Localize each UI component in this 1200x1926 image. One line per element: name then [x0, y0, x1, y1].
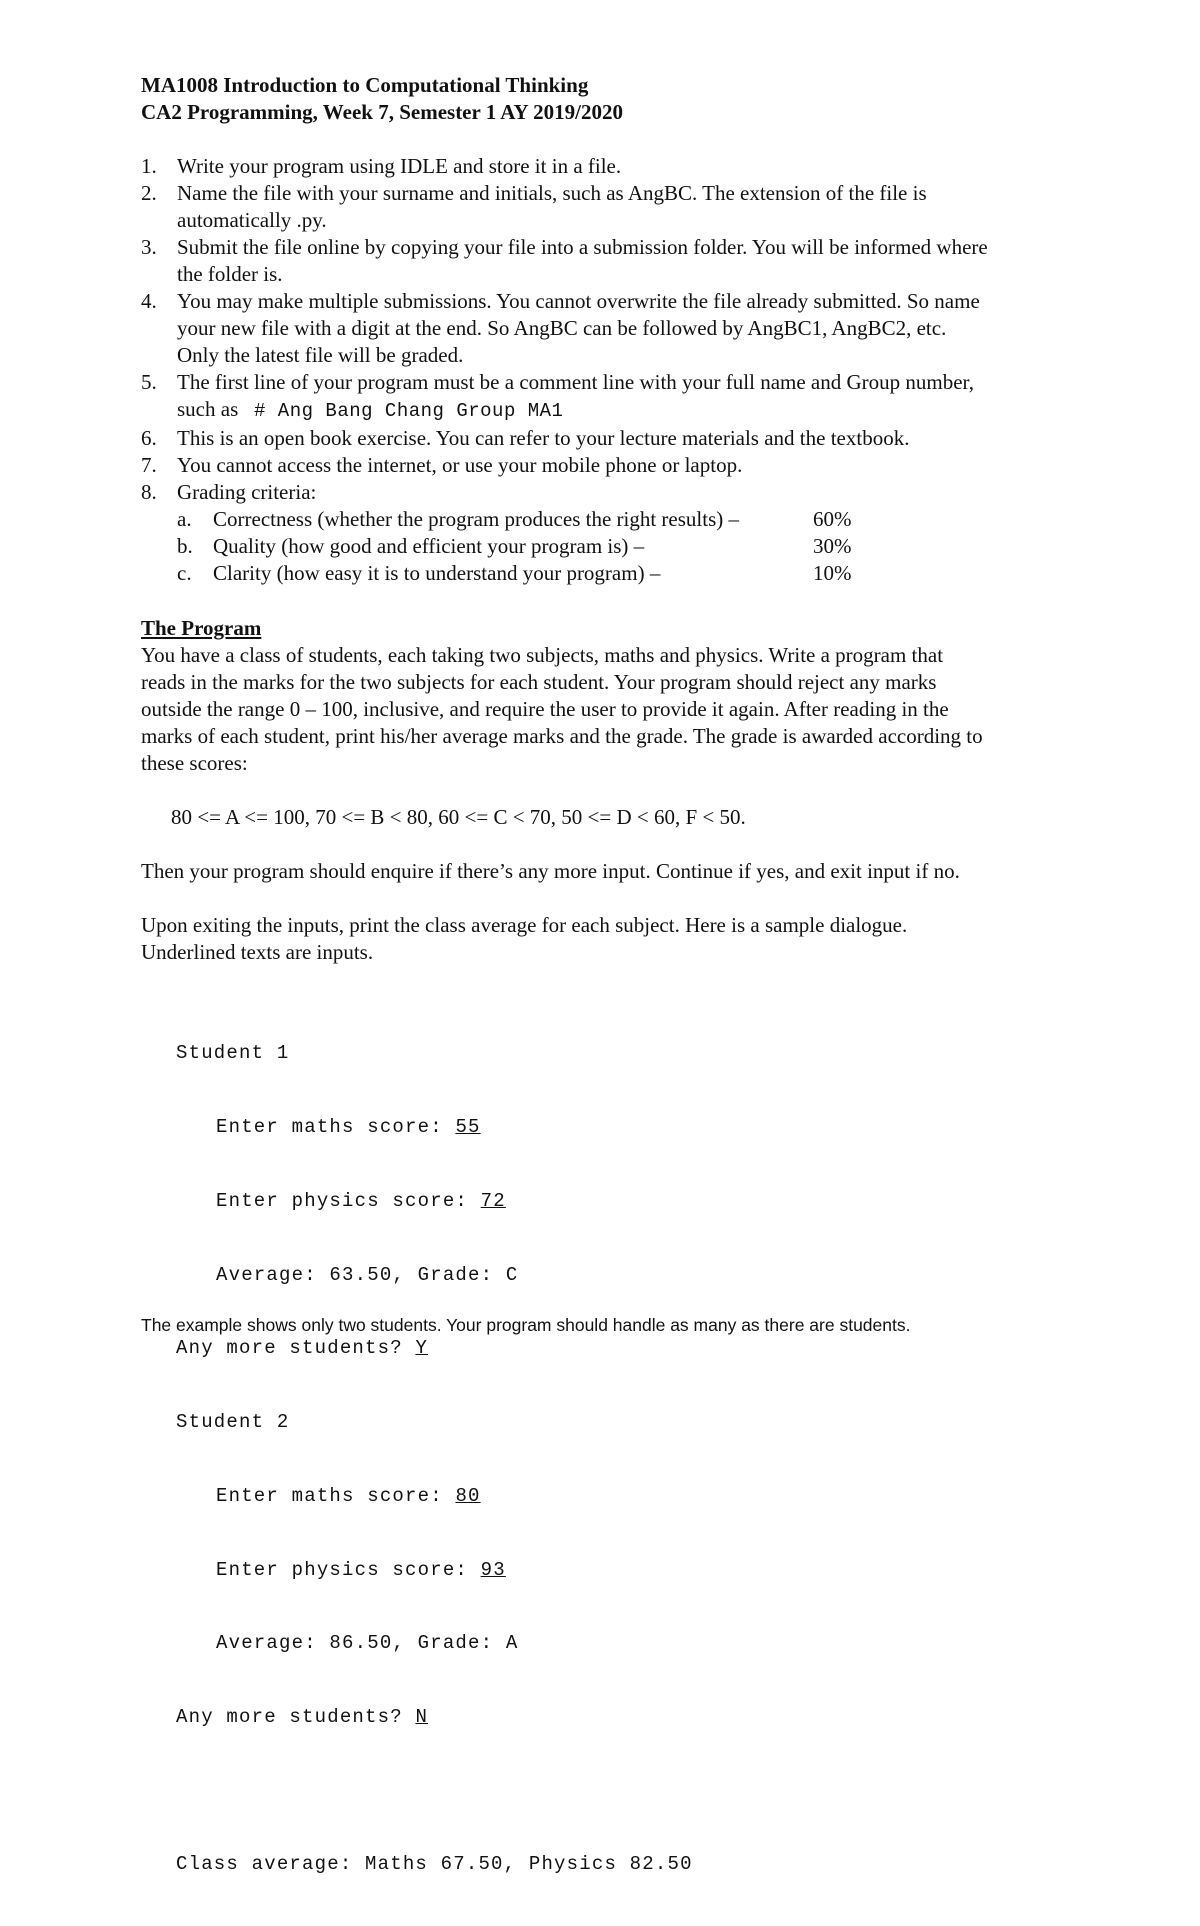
criterion-letter: a. — [177, 507, 192, 531]
instruction-text: automatically .py. — [177, 208, 327, 232]
dialogue-input: 72 — [480, 1189, 506, 1212]
grading-criterion — [177, 506, 1101, 533]
paragraph-line: Upon exiting the inputs, print the class average for each subject. Here is a sample dialogue. — [141, 913, 908, 937]
instruction-text: Only the latest file will be graded. — [177, 343, 464, 367]
dialogue-prompt: Enter maths score: — [216, 1115, 456, 1138]
instruction-item — [141, 425, 1101, 452]
grading-criterion — [177, 560, 1101, 587]
instruction-text: You cannot access the internet, or use your mobile phone or laptop. — [177, 453, 743, 477]
instruction-text: Submit the file online by copying your file into a submission folder. You will be informed where — [177, 235, 988, 259]
document-title: MA1008 Introduction to Computational Thinking — [141, 73, 589, 97]
dialogue-line — [176, 1336, 693, 1361]
instruction-item — [141, 452, 1101, 479]
instruction-number: 7. — [141, 453, 157, 477]
dialogue-input: N — [415, 1706, 429, 1729]
instruction-item — [141, 479, 1101, 587]
dialogue-prompt: Any more students? — [176, 1337, 416, 1360]
criterion-letter: b. — [177, 534, 193, 558]
paragraph-line: reads in the marks for the two subjects for each student. Your program should reject any marks — [141, 670, 937, 694]
instruction-item — [141, 153, 1101, 180]
instruction-text: Name the file with your surname and initials, such as AngBC. The extension of the file is — [177, 181, 927, 205]
paragraph-line: Underlined texts are inputs. — [141, 940, 374, 964]
instruction-number: 4. — [141, 289, 157, 313]
instruction-text: Write your program using IDLE and store it in a file. — [177, 154, 622, 178]
dialogue-line — [176, 1115, 693, 1140]
criterion-percentage: 10% — [813, 561, 852, 585]
dialogue-prompt: Enter physics score: — [216, 1189, 481, 1212]
section-heading-program: The Program — [141, 616, 262, 640]
footer-note: The example shows only two students. Your program should handle as many as there are students. — [141, 1315, 911, 1335]
dialogue-prompt: Enter maths score: — [216, 1484, 456, 1507]
paragraph-line: Then your program should enquire if there’s any more input. Continue if yes, and exit input if no. — [141, 859, 960, 883]
dialogue-line — [176, 1189, 693, 1214]
dialogue-student-header: Student 1 — [176, 1042, 290, 1065]
instruction-text: This is an open book exercise. You can refer to your lecture materials and the textbook. — [177, 426, 910, 450]
dialogue-output: Average: 63.50, Grade: C — [216, 1263, 519, 1286]
instruction-item — [141, 369, 1101, 425]
dialogue-prompt: Enter physics score: — [216, 1558, 481, 1581]
instruction-text: the folder is. — [177, 262, 283, 286]
instruction-text-with-code — [177, 396, 1101, 425]
grading-criterion — [177, 533, 1101, 560]
paragraph-line: marks of each student, print his/her average marks and the grade. The grade is awarded according to — [141, 724, 983, 748]
dialogue-prompt: Any more students? — [176, 1706, 416, 1729]
dialogue-line — [176, 1705, 693, 1730]
instruction-text: your new file with a digit at the end. So AngBC can be followed by AngBC1, AngBC2, etc. — [177, 316, 947, 340]
criterion-letter: c. — [177, 561, 192, 585]
paragraph-line: You have a class of students, each taking two subjects, maths and physics. Write a program that — [141, 643, 944, 667]
dialogue-output: Average: 86.50, Grade: A — [216, 1632, 519, 1655]
comment-code-example: # Ang Bang Chang Group MA1 — [254, 400, 564, 422]
instruction-item — [141, 234, 1101, 288]
continue-paragraph — [141, 858, 1101, 885]
sample-dialogue — [176, 992, 693, 1926]
instruction-text: You may make multiple submissions. You cannot overwrite the file already submitted. So name — [177, 289, 980, 313]
instruction-number: 8. — [141, 480, 157, 504]
criterion-text: Clarity (how easy it is to understand your program) – — [213, 561, 661, 585]
dialogue-line — [176, 1558, 693, 1583]
document-subtitle: CA2 Programming, Week 7, Semester 1 AY 2019/2020 — [141, 100, 623, 124]
instruction-number: 5. — [141, 370, 157, 394]
dialogue-input: 55 — [455, 1115, 481, 1138]
instruction-number: 2. — [141, 181, 157, 205]
grade-formula: 80 <= A <= 100, 70 <= B < 80, 60 <= C < 70, 50 <= D < 60, F < 50. — [171, 805, 746, 829]
criterion-text: Quality (how good and efficient your program is) – — [213, 534, 645, 558]
dialogue-line — [176, 1484, 693, 1509]
dialogue-class-average: Class average: Maths 67.50, Physics 82.50 — [176, 1853, 693, 1876]
criterion-text: Correctness (whether the program produces the right results) – — [213, 507, 740, 531]
exit-paragraph — [141, 912, 1101, 966]
such-as-text: such as — [177, 397, 239, 421]
paragraph-line: these scores: — [141, 751, 248, 775]
instruction-text: Grading criteria: — [177, 480, 317, 504]
instruction-number: 6. — [141, 426, 157, 450]
criterion-percentage: 30% — [813, 534, 852, 558]
dialogue-input: 93 — [480, 1558, 506, 1581]
instruction-number: 3. — [141, 235, 157, 259]
instruction-text: The first line of your program must be a comment line with your full name and Group number, — [177, 370, 974, 394]
dialogue-student-header: Student 2 — [176, 1411, 290, 1434]
instruction-item — [141, 180, 1101, 234]
instructions-list — [141, 153, 1101, 587]
instruction-number: 1. — [141, 154, 157, 178]
program-description — [141, 642, 1101, 777]
dialogue-input: Y — [415, 1337, 429, 1360]
dialogue-input: 80 — [455, 1484, 481, 1507]
dialogue-spacer — [176, 1779, 693, 1803]
document-header — [141, 72, 623, 126]
paragraph-line: outside the range 0 – 100, inclusive, and require the user to provide it again. After reading in the — [141, 697, 949, 721]
criterion-percentage: 60% — [813, 507, 852, 531]
instruction-item — [141, 288, 1101, 369]
